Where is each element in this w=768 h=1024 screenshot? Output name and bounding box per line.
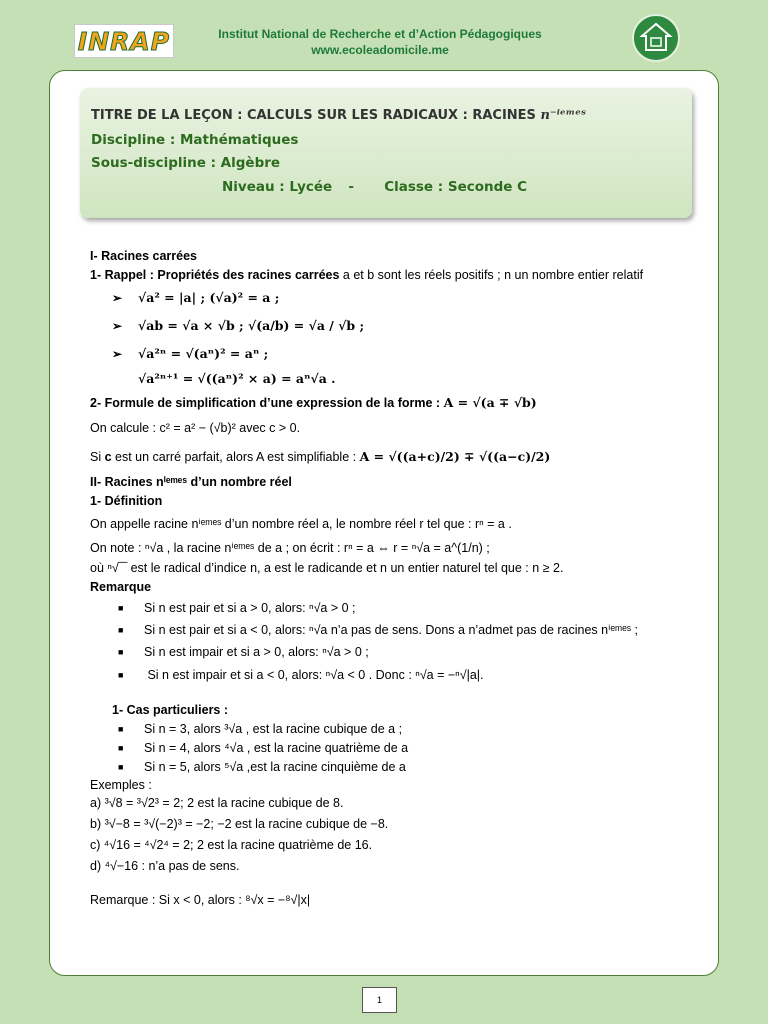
rappel-line: 1- Rappel : Propriétés des racines carrées a et b sont les réels positifs ; n un nombre entier relatif [90, 268, 644, 282]
final-remarque: Remarque : Si x < 0, alors : ⁸√x = −⁸√|x| [90, 893, 311, 907]
section-heading: I- Racines carrées [90, 249, 198, 263]
property-item: ➢ √a²ⁿ = √(aⁿ)² = aⁿ ; [90, 341, 700, 367]
inrap-logo-text: INRAP [77, 26, 171, 56]
square-bullet-icon: ■ [118, 743, 124, 753]
page-number: 1 [362, 987, 397, 1013]
square-bullet-icon: ■ [118, 647, 124, 657]
formule-line: 2- Formule de simplification d’une expression de la forme : A = √(a ∓ √b) [90, 395, 537, 410]
discipline: Discipline : Mathématiques [91, 132, 299, 148]
example-line: d) ⁴√−16 : n’a pas de sens. [90, 859, 240, 873]
header-text [190, 26, 570, 58]
remarque-item: ■ Si n est impair et si a < 0, alors: ⁿ√a < 0 . Donc : ⁿ√a = −ⁿ√|a|. [90, 663, 700, 687]
remarque-item: ■ Si n est impair et si a > 0, alors: ⁿ√a > 0 ; [90, 641, 700, 663]
institute-name: Institut National de Recherche et d’Action Pédagogiques [218, 27, 542, 41]
cas-particuliers-heading: 1- Cas particuliers : [112, 703, 229, 717]
arrow-bullet-icon: ➢ [112, 291, 123, 305]
cas-item: ■ Si n = 4, alors ⁴√a , est la racine quatrième de a [90, 739, 700, 758]
sous-discipline: Sous-discipline : Algèbre [91, 155, 281, 171]
definition-heading: 1- Définition [90, 494, 163, 508]
cas-item: ■ Si n = 3, alors ³√a , est la racine cubique de a ; [90, 720, 700, 739]
remarque-heading: Remarque [90, 580, 152, 594]
property-item: ➢ √ab = √a × √b ; √(a/b) = √a / √b ; [90, 311, 700, 341]
square-bullet-icon: ■ [118, 625, 124, 635]
house-logo-icon [632, 14, 680, 62]
example-line: b) ³√−8 = ³√(−2)³ = −2; −2 est la racine cubique de −8. [90, 817, 389, 831]
example-line: c) ⁴√16 = ⁴√2⁴ = 2; 2 est la racine quatrième de 16. [90, 838, 373, 852]
remarque-item: ■ Si n est pair et si a > 0, alors: ⁿ√a > 0 ; [90, 597, 700, 619]
square-bullet-icon: ■ [118, 603, 124, 613]
section-heading: II- Racines nⁱᵉᵐᵉˢ d’un nombre réel [90, 475, 292, 489]
note-text: On note : ⁿ√a , la racine nⁱᵉᵐᵉˢ de a ; on écrit : rⁿ = a ⇔ r = ⁿ√a = a^(1/n) ; [90, 541, 490, 555]
website-link[interactable]: www.ecoleadomicile.me [311, 43, 449, 57]
property-item: ➢ √a² = |a| ; (√a)² = a ; [90, 285, 700, 311]
lesson-content [90, 247, 700, 910]
square-bullet-icon: ■ [118, 670, 124, 680]
niveau-classe: Niveau : Lycée - Classe : Seconde C [222, 179, 528, 195]
document-page [49, 70, 719, 976]
si-c-line: Si c est un carré parfait, alors A est simplifiable : A = √((a+c)/2) ∓ √((a−c)/2) [90, 449, 551, 464]
inrap-logo [74, 24, 174, 58]
lesson-title: TITRE DE LA LEÇON : CALCULS SUR LES RADICAUX : RACINES n⁻ⁱᵉᵐᵉˢ [91, 108, 587, 123]
square-bullet-icon: ■ [118, 762, 124, 772]
arrow-bullet-icon: ➢ [112, 319, 123, 333]
cas-item: ■ Si n = 5, alors ⁵√a ,est la racine cinquième de a [90, 758, 700, 777]
exemples-label: Exemples : [90, 778, 152, 792]
arrow-bullet-icon: ➢ [112, 347, 123, 361]
property-item: √a²ⁿ⁺¹ = √((aⁿ)² × a) = aⁿ√a . [138, 371, 336, 386]
radical-text: où ⁿ√‾‾ est le radical d’indice n, a est le radicande et n un entier naturel tel que : n ≥ 2. [90, 561, 564, 575]
lesson-title-box [80, 88, 692, 218]
square-bullet-icon: ■ [118, 724, 124, 734]
example-line: a) ³√8 = ³√2³ = 2; 2 est la racine cubique de 8. [90, 796, 344, 810]
definition-text: On appelle racine nⁱᵉᵐᵉˢ d’un nombre réel a, le nombre réel r tel que : rⁿ = a . [90, 517, 512, 531]
remarque-item: ■ Si n est pair et si a < 0, alors: ⁿ√a n’a pas de sens. Dons a n’admet pas de racines nⁱᵉᵐᵉˢ ; [90, 619, 700, 641]
on-calcule-line: On calcule : c² = a² − (√b)² avec c > 0. [90, 421, 301, 435]
